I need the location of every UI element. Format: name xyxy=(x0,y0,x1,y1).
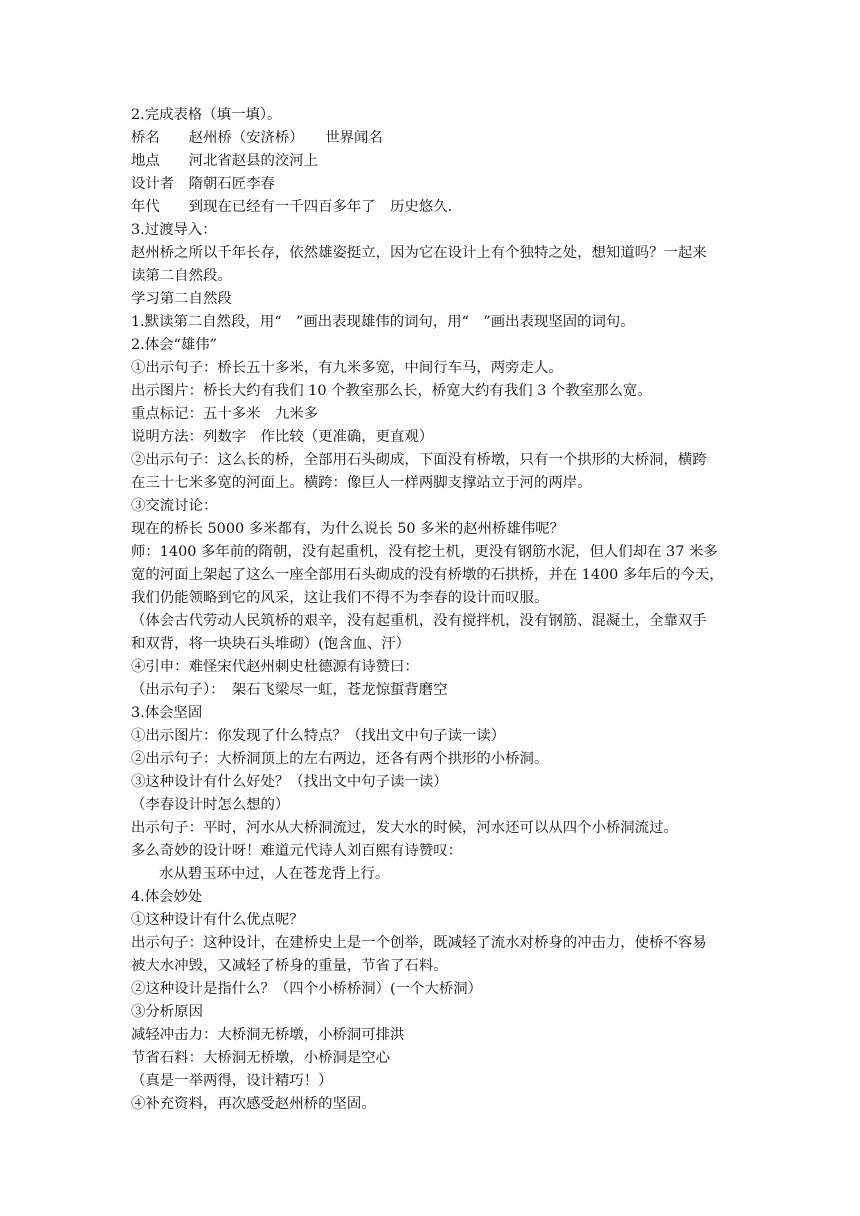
paragraph-line: 和双背，将一块块石头堆砌）(饱含血、汗） xyxy=(131,636,411,652)
paragraph-line: ③交流讨论： xyxy=(131,498,218,514)
paragraph-line: （体会古代劳动人民筑桥的艰辛，没有起重机，没有搅拌机，没有钢筋、混凝土，全靠双手 xyxy=(131,613,707,629)
paragraph-line: 出示句子：这种设计，在建桥史上是一个创举，既减轻了流水对桥身的冲击力，使桥不容易 xyxy=(131,935,707,951)
heading-transition: 3.过渡导入： xyxy=(131,222,217,238)
paragraph-line: ②出示句子：大桥洞顶上的左右两边，还各有两个拱形的小桥洞。 xyxy=(131,751,549,767)
paragraph-line: 被大水冲毁，又减轻了桥身的重量，节省了石料。 xyxy=(131,958,448,974)
paragraph-line: 师：1400 多年前的隋朝，没有起重机，没有挖土机，更没有钢筋水泥，但人们却在 37 米多 xyxy=(131,544,718,560)
paragraph-line: ①出示图片：你发现了什么特点？（找出文中句子读一读） xyxy=(131,728,506,744)
paragraph-line: 赵州桥之所以千年长存，依然雄姿挺立，因为它在设计上有个独特之处，想知道吗？一起来 xyxy=(131,245,707,261)
table-row-era: 年代 到现在已经有一千四百多年了 历史悠久. xyxy=(131,199,453,215)
paragraph-line: 重点标记：五十多米 九米多 xyxy=(131,406,319,422)
paragraph-line: ④补充资料，再次感受赵州桥的坚固。 xyxy=(131,1096,376,1112)
paragraph-line: ①出示句子：桥长五十多米，有九米多宽，中间行车马，两旁走人。 xyxy=(131,360,563,376)
paragraph-line: 节省石料：大桥洞无桥墩，小桥洞是空心 xyxy=(131,1050,391,1066)
heading-grandeur: 2.体会“雄伟” xyxy=(131,337,218,353)
paragraph-line: 宽的河面上架起了这么一座全部用石头砌成的没有桥墩的石拱桥，并在 1400 多年后的今天， xyxy=(131,567,724,583)
table-row-location: 地点 河北省赵县的洨河上 xyxy=(131,153,319,169)
table-row-bridge-name: 桥名 赵州桥（安济桥） 世界闻名 xyxy=(131,130,383,146)
paragraph-line: ③分析原因 xyxy=(131,1004,203,1020)
heading-sturdiness: 3.体会坚固 xyxy=(131,705,203,721)
paragraph-line: 1.默读第二自然段，用“ ”画出表现雄伟的词句，用“ ”画出表现坚固的词句。 xyxy=(131,314,635,330)
paragraph-line: ①这种设计有什么优点呢？ xyxy=(131,912,304,928)
paragraph-line: ③这种设计有什么好处？（找出文中句子读一读） xyxy=(131,774,448,790)
paragraph-line: 在三十七米多宽的河面上。横跨：像巨人一样两脚支撑站立于河的两岸。 xyxy=(131,475,592,491)
heading-ingenuity: 4.体会妙处 xyxy=(131,889,203,905)
paragraph-line: 现在的桥长 5000 多米都有，为什么说长 50 多米的赵州桥雄伟呢？ xyxy=(131,521,564,537)
poem-line: 水从碧玉环中过，人在苍龙背上行。 xyxy=(159,866,390,882)
section-title: 学习第二自然段 xyxy=(131,291,232,307)
paragraph-line: ②这种设计是指什么？（四个小桥桥洞）(一个大桥洞） xyxy=(131,981,482,997)
paragraph-line: 我们仍能领略到它的风采，这让我们不得不为李春的设计而叹服。 xyxy=(131,590,549,606)
paragraph-line: 说明方法：列数字 作比较（更准确，更直观） xyxy=(131,429,434,445)
paragraph-line: 出示图片：桥长大约有我们 10 个教室那么长，桥宽大约有我们 3 个教室那么宽。 xyxy=(131,383,652,399)
paragraph-line: ②出示句子：这么长的桥，全部用石头砌成，下面没有桥墩，只有一个拱形的大桥洞，横跨 xyxy=(131,452,707,468)
heading-complete-table: 2.完成表格（填一填）。 xyxy=(131,107,282,123)
paragraph-line: （真是一举两得，设计精巧！） xyxy=(131,1073,333,1089)
paragraph-line: 多么奇妙的设计呀！难道元代诗人刘百熙有诗赞叹： xyxy=(131,843,462,859)
paragraph-line: （李春设计时怎么想的） xyxy=(131,797,290,813)
paragraph-line: 读第二自然段。 xyxy=(131,268,232,284)
table-row-designer: 设计者 隋朝石匠李春 xyxy=(131,176,275,192)
paragraph-line: 减轻冲击力：大桥洞无桥墩，小桥洞可排洪 xyxy=(131,1027,405,1043)
paragraph-line: ④引申：难怪宋代赵州刺史杜德源有诗赞曰： xyxy=(131,659,419,675)
paragraph-line: 出示句子：平时，河水从大桥洞流过，发大水的时候，河水还可以从四个小桥洞流过。 xyxy=(131,820,678,836)
paragraph-line: （出示句子）： 架石飞梁尽一虹，苍龙惊蜇背磨空 xyxy=(131,682,448,698)
document-page xyxy=(131,104,731,1116)
